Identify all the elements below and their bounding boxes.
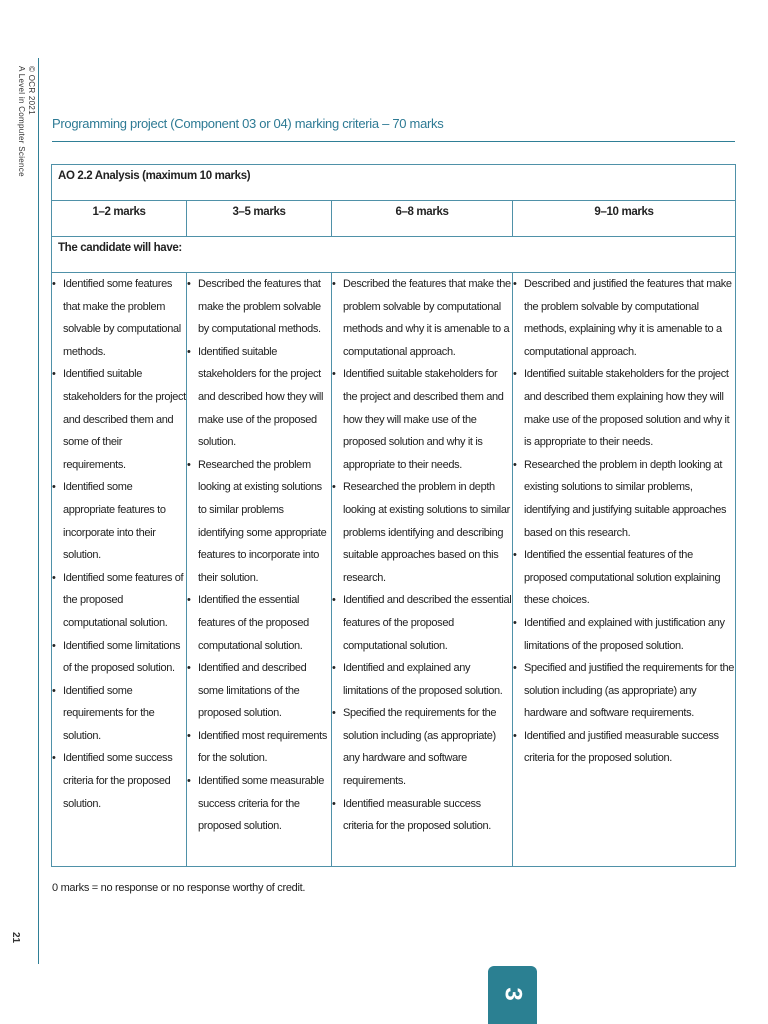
criteria-cell-3-5 [187,273,332,867]
mark-bands-row [52,201,736,237]
criterion-item: • Specified and justified the requirements for the solution including (as appropriate) any hardware and software requirements. [513,657,735,725]
criterion-item: • Identified the essential features of the proposed computational solution. [187,589,331,657]
criterion-item: • Identified and described some limitations of the proposed solution. [187,657,331,725]
criterion-item: • Researched the problem in depth looking at existing solutions to similar problems identifying and describing suitable approaches based on this research. [332,476,512,589]
criteria-cell-6-8 [332,273,513,867]
criterion-item: • Described the features that make the problem solvable by computational methods and why it is amenable to a computational approach. [332,273,512,363]
section-tab-label: 3 [499,987,527,1001]
criterion-item: • Identified some limitations of the proposed solution. [52,635,186,680]
margin-rule [38,58,39,964]
criterion-item: • Described the features that make the problem solvable by computational methods. [187,273,331,341]
sidebar-credits [16,66,36,177]
copyright-text: © OCR 2021 [27,66,36,115]
criterion-item: • Researched the problem in depth looking at existing solutions to similar problems, identifying and justifying suitable approaches based on this research. [513,454,735,544]
criteria-list [332,273,512,838]
zero-marks-note: 0 marks = no response or no response worthy of credit. [52,882,306,894]
criterion-item: • Identified and justified measurable success criteria for the proposed solution. [513,725,735,770]
criteria-row [52,273,736,867]
criterion-item: • Identified some success criteria for the proposed solution. [52,747,186,815]
candidate-label: The candidate will have: [58,242,182,254]
band-header: 1–2 marks [52,201,187,237]
page-title: Programming project (Component 03 or 04) marking criteria – 70 marks [52,116,444,131]
criteria-list [187,273,331,838]
criterion-item: • Identified some appropriate features to incorporate into their solution. [52,476,186,566]
marking-criteria-table [51,164,736,867]
criterion-item: • Identified suitable stakeholders for the project and described how they will make use of the proposed solution. [187,341,331,454]
section-heading-row [52,165,736,201]
criterion-item: • Identified and explained with justification any limitations of the proposed solution. [513,612,735,657]
candidate-cell [52,237,736,273]
criteria-list [513,273,735,770]
candidate-row [52,237,736,273]
page-number: 21 [10,932,21,944]
criterion-item: • Identified most requirements for the solution. [187,725,331,770]
criterion-item: • Specified the requirements for the solution including (as appropriate) any hardware and software requirements. [332,702,512,792]
criteria-cell-1-2 [52,273,187,867]
criterion-item: • Identified the essential features of the proposed computational solution explaining these choices. [513,544,735,612]
criterion-item: • Identified suitable stakeholders for the project and described them and some of their requirements. [52,363,186,476]
criteria-list [52,273,186,815]
criterion-item: • Identified some requirements for the solution. [52,680,186,748]
section-heading: AO 2.2 Analysis (maximum 10 marks) [58,170,251,182]
criterion-item: • Identified and explained any limitations of the proposed solution. [332,657,512,702]
band-header: 3–5 marks [187,201,332,237]
band-header: 6–8 marks [332,201,513,237]
criteria-cell-9-10 [513,273,736,867]
section-tab[interactable] [488,966,537,1024]
criterion-item: • Described and justified the features that make the problem solvable by computational methods, explaining why it is amenable to a computational approach. [513,273,735,363]
criterion-item: • Researched the problem looking at existing solutions to similar problems identifying some appropriate features to incorporate into their solution. [187,454,331,590]
title-divider [52,141,735,142]
criterion-item: • Identified some measurable success criteria for the proposed solution. [187,770,331,838]
criterion-item: • Identified some features that make the problem solvable by computational methods. [52,273,186,363]
section-heading-cell [52,165,736,201]
criterion-item: • Identified suitable stakeholders for the project and described them and how they will make use of the proposed solution and why it is appropriate to their needs. [332,363,512,476]
band-header: 9–10 marks [513,201,736,237]
criterion-item: • Identified and described the essential features of the proposed computational solution. [332,589,512,657]
criterion-item: • Identified suitable stakeholders for the project and described them explaining how they will make use of the proposed solution and why it is appropriate to their needs. [513,363,735,453]
course-name: A Level in Computer Science [17,66,26,177]
criterion-item: • Identified some features of the proposed computational solution. [52,567,186,635]
criterion-item: • Identified measurable success criteria for the proposed solution. [332,793,512,838]
